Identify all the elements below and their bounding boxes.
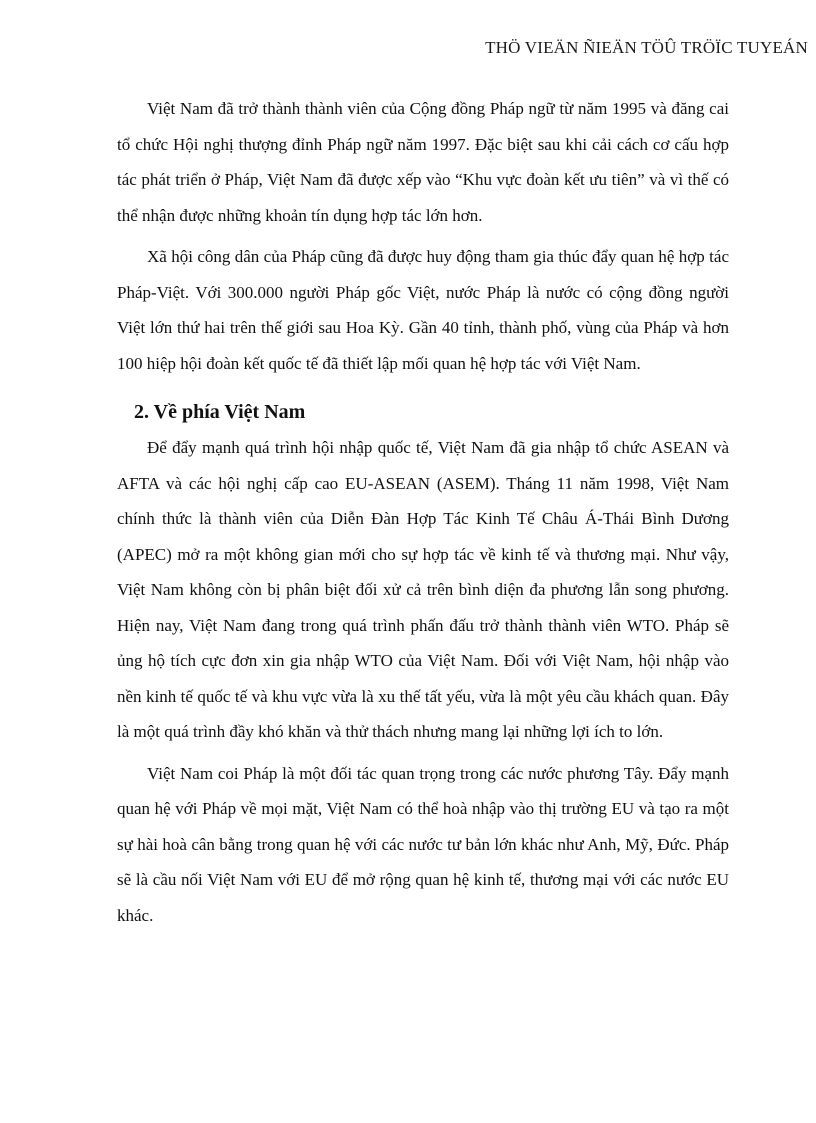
section-heading: 2. Về phía Việt Nam bbox=[134, 401, 306, 423]
paragraph-civil-society: Xã hội công dân của Pháp cũng đã được huy động tham gia thúc đẩy quan hệ hợp tác Pháp-Việt. Với 300.000 người Pháp gốc Việt, nước Pháp là nước có cộng đồng người Việt lớn thứ hai trên thế giới sau Hoa Kỳ. Gần 40 tỉnh, thành phố, vùng của Pháp và hơn 100 hiệp hội đoàn kết quốc tế đã thiết lập mối quan hệ hợp tác với Việt Nam. bbox=[117, 247, 729, 373]
paragraph-partner: Việt Nam coi Pháp là một đối tác quan trọng trong các nước phương Tây. Đẩy mạnh quan hệ với Pháp về mọi mặt, Việt Nam có thể hoà nhập vào thị trường EU và tạo ra một sự hài hoà cân bằng trong quan hệ với các nước tư bản lớn khác như Anh, Mỹ, Đức. Pháp sẽ là cầu nối Việt Nam với EU để mở rộng quan hệ kinh tế, thương mại với các nước EU khác. bbox=[117, 763, 729, 925]
page-body bbox=[117, 91, 729, 933]
paragraph-francophonie: Việt Nam đã trở thành thành viên của Cộng đồng Pháp ngữ từ năm 1995 và đăng cai tổ chức Hội nghị thượng đỉnh Pháp ngữ năm 1997. Đặc biệt sau khi cải cách cơ cấu hợp tác phát triển ở Pháp, Việt Nam đã được xếp vào “Khu vực đoàn kết ưu tiên” và vì thế có thể nhận được những khoản tín dụng hợp tác lớn hơn. bbox=[117, 99, 729, 225]
paragraph-integration: Để đẩy mạnh quá trình hội nhập quốc tế, Việt Nam đã gia nhập tổ chức ASEAN và AFTA và các hội nghị cấp cao EU-ASEAN (ASEM). Tháng 11 năm 1998, Việt Nam chính thức là thành viên của Diễn Đàn Hợp Tác Kinh Tế Châu Á-Thái Bình Dương (APEC) mở ra một không gian mới cho sự hợp tác về kinh tế và thương mại. Như vậy, Việt Nam không còn bị phân biệt đối xử cả trên bình diện đa phương lẫn song phương. Hiện nay, Việt Nam đang trong quá trình phấn đấu trở thành thành viên WTO. Pháp sẽ ủng hộ tích cực đơn xin gia nhập WTO của Việt Nam. Đối với Việt Nam, hội nhập vào nền kinh tế quốc tế và khu vực vừa là xu thế tất yếu, vừa là một yêu cầu khách quan. Đây là một quá trình đầy khó khăn và thử thách nhưng mang lại những lợi ích to lớn. bbox=[117, 438, 729, 741]
running-header: THÖ VIEÄN ÑIEÄN TÖÛ TRÖÏC TUYEÁN bbox=[485, 38, 808, 57]
